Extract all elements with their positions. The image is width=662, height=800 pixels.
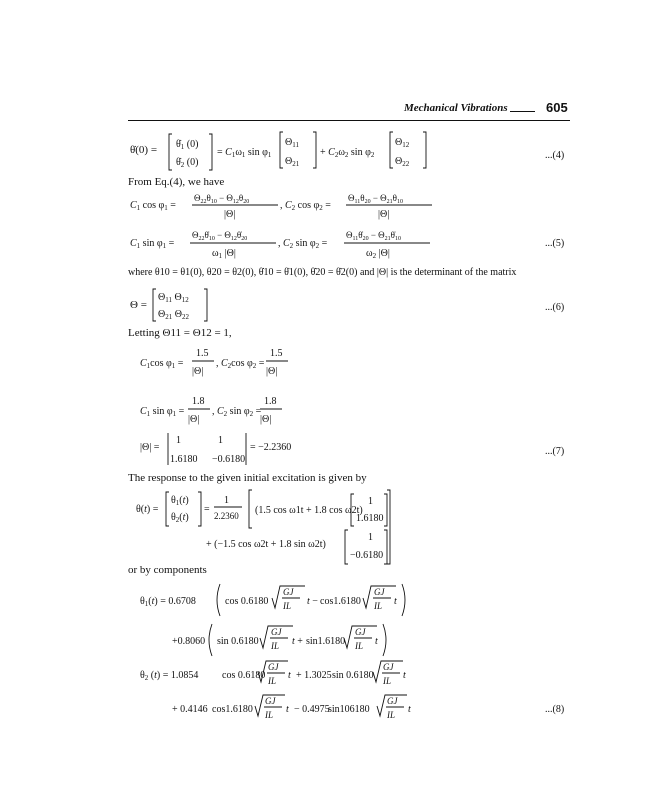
cos-values-equation xyxy=(140,344,340,384)
svg-text:+ 1.3025: + 1.3025 xyxy=(296,670,332,681)
svg-text:IL: IL xyxy=(271,641,280,651)
theta1-cos-b: cos1.6180 xyxy=(320,596,361,607)
svg-text:|Θ|: |Θ| xyxy=(266,366,278,377)
svg-text:IL: IL xyxy=(283,601,292,611)
theta1-line-1 xyxy=(140,580,460,624)
theta2-cos-a: cos 0.6180 xyxy=(222,670,266,681)
equation-number-7: ...(7) xyxy=(545,446,565,457)
svg-text:|Θ|: |Θ| xyxy=(224,209,236,220)
theta1-cos-a: cos 0.6180 xyxy=(225,596,269,607)
equation-number-8: ...(8) xyxy=(545,704,565,715)
det-a21: 1.6180 xyxy=(170,454,198,465)
svg-text:ω2 |Θ|: $\omega_2$ |Θ| xyxy=(366,248,390,260)
svg-text:Θ11 Θ12: $\Theta_{11}$ $\Theta_{12}$ xyxy=(158,292,189,304)
equation-5 xyxy=(128,190,548,270)
svg-text:t: t xyxy=(286,704,289,715)
svg-text:+0.8060: +0.8060 xyxy=(172,636,206,647)
svg-text:Θ =: Θ = xyxy=(130,299,147,311)
svg-text:Θ12: $\Theta_{12}$ xyxy=(395,137,410,149)
mode1-top: 1 xyxy=(368,496,373,507)
value-1-8-b: 1.8 xyxy=(264,396,277,407)
svg-text:GJ: GJ xyxy=(265,696,276,706)
svg-text:Θ22θ̇10 − Θ12θ̇20: $\Theta_{22}\thetȧ_{10}$ − $\Theta_{12}\thetȧ_{20}$ xyxy=(192,230,248,242)
header-rule xyxy=(128,120,570,121)
svg-text:Θ21: $\Theta_{21}$ xyxy=(285,156,300,168)
theta2-cos-b: cos1.6180 xyxy=(212,704,253,715)
mode2-top: 1 xyxy=(368,532,373,543)
svg-text:t +: t + xyxy=(292,636,303,647)
svg-text:= C1ω1 sin φ1: = $C_1\omega_1$ $\sin \varphi_1$ xyxy=(217,147,272,159)
svg-text:t: t xyxy=(288,670,291,681)
svg-text:, C2 sin φ2 =: , $C_2$ $\sin \varphi_2$ = xyxy=(278,238,328,250)
svg-text:θ2 (t) = 1.0854: $\theta_2$ (t) = 1.0854 xyxy=(140,670,199,682)
svg-text:GJ: GJ xyxy=(387,696,398,706)
det-a22: −0.6180 xyxy=(212,454,246,465)
svg-text:θ1(t) = 0.6708: $\theta_1(t) = 0.6708$ xyxy=(140,596,196,608)
svg-text:|Θ| =: |Θ| = xyxy=(140,442,160,453)
response-term-2: + (−1.5 cos ω2t + 1.8 sin ω2t) xyxy=(206,539,326,550)
header-dash xyxy=(510,111,535,112)
equation-4 xyxy=(128,126,548,176)
sin-values-equation xyxy=(140,392,340,432)
equation-6 xyxy=(128,286,248,326)
det-result: = −2.2360 xyxy=(250,442,292,453)
letting-text: Letting Θ11 = Θ12 = 1, xyxy=(128,327,232,339)
svg-text:ω1 |Θ|: $\omega_1$ |Θ| xyxy=(212,248,236,260)
svg-text:GJ: GJ xyxy=(283,587,294,597)
svg-text:IL: IL xyxy=(265,710,274,720)
svg-text:θ2(t): $\theta_2(t)$ xyxy=(171,512,189,524)
svg-text:− 0.4975: − 0.4975 xyxy=(294,704,330,715)
from-eq4-text: From Eq.(4), we have xyxy=(128,176,225,188)
svg-text:, C2 cos φ2 =: , $C_2$ $\cos \varphi_2$ = xyxy=(280,200,331,212)
response-numerator: 1 xyxy=(224,495,229,506)
svg-text:IL: IL xyxy=(355,641,364,651)
value-1-8-a: 1.8 xyxy=(192,396,205,407)
svg-text:θ̇(0) =: θ̇(0) = xyxy=(130,144,158,156)
svg-text:Θ11θ̇20 − Θ21θ̇10: $\Theta_{11}\thetȧ_{20}$ − $\Theta_{21}\thetȧ_{10}$ xyxy=(346,230,401,242)
svg-text:t: t xyxy=(375,636,378,647)
svg-text:Θ22: $\Theta_{22}$ xyxy=(395,156,410,168)
svg-text:Θ11θ20 − Θ21θ10: $\Theta_{11}\theta_{20} - \Theta_{21}\theta_{10}$ xyxy=(348,193,403,205)
svg-text:IL: IL xyxy=(268,676,277,686)
svg-text:GJ: GJ xyxy=(374,587,385,597)
equation-number-5: ...(5) xyxy=(545,238,565,249)
svg-text:C1 sin φ1 =: $C_1$ $\sin \varphi_1$ = xyxy=(130,238,175,250)
svg-text:C1 cos φ1 =: $C_1$ $\cos \varphi_1$ = xyxy=(130,200,176,212)
svg-text:t −: t − xyxy=(307,596,318,607)
det-a11: 1 xyxy=(176,435,181,446)
svg-text:t: t xyxy=(403,670,406,681)
svg-text:|Θ|: |Θ| xyxy=(260,414,272,425)
svg-text:C1 sin φ1 =: $C_1$ $\sin \varphi_1$ = xyxy=(140,406,185,418)
value-1-5-a: 1.5 xyxy=(196,348,209,359)
svg-text:=: = xyxy=(204,504,210,515)
svg-text:Θ11: $\Theta_{11}$ xyxy=(285,137,299,149)
where-text: where θ10 = θ1(0), θ20 = θ2(0), θ̇10 = θ̇1(0), θ̇20 = θ̇2(0) and |Θ| is the determinant of the matrix xyxy=(128,267,517,278)
svg-text:, C2cos φ2 =: , $C_2\cos$ $\varphi_2$ = xyxy=(216,358,265,370)
page-number: 605 xyxy=(546,100,568,115)
response-denominator: 2.2360 xyxy=(214,511,239,521)
svg-text:t: t xyxy=(394,596,397,607)
svg-text:IL: IL xyxy=(387,710,396,720)
svg-text:GJ: GJ xyxy=(268,662,279,672)
equation-number-4: ...(4) xyxy=(545,150,565,161)
theta2-sin-a: sin 0.6180 xyxy=(332,670,374,681)
components-text: or by components xyxy=(128,564,207,576)
response-term-1: (1.5 cos ω1t + 1.8 cos ω2t) xyxy=(255,505,363,516)
svg-text:C1cos φ1 =: $C_1\cos$ $\varphi_1$ = xyxy=(140,358,184,370)
mode1-bottom: 1.6180 xyxy=(356,513,384,524)
theta2-sin-b: sin106180 xyxy=(328,704,370,715)
theta1-sin-a: sin 0.6180 xyxy=(217,636,259,647)
svg-text:|Θ|: |Θ| xyxy=(188,414,200,425)
equation-number-6: ...(6) xyxy=(545,302,565,313)
svg-text:Θ22θ10 − Θ12θ20: $\Theta_{22}\theta_{10} - \Theta_{12}\theta_{20}$ xyxy=(194,193,250,205)
svg-text:, C2 sin φ2 =: , $C_2$ $\sin \varphi_2$ = xyxy=(212,406,262,418)
svg-text:GJ: GJ xyxy=(355,627,366,637)
svg-text:GJ: GJ xyxy=(383,662,394,672)
svg-text:+ C2ω2 sin φ2: + $C_2\omega_2$ $\sin \varphi_2$ xyxy=(320,147,375,159)
svg-text:|Θ|: |Θ| xyxy=(192,366,204,377)
theta2-line-2 xyxy=(172,692,492,732)
mode2-bottom: −0.6180 xyxy=(350,550,384,561)
response-text: The response to the given initial excitation is given by xyxy=(128,472,367,484)
response-equation xyxy=(136,488,436,568)
svg-text:|Θ|: |Θ| xyxy=(378,209,390,220)
det-a12: 1 xyxy=(218,435,223,446)
svg-text:θ(t) =: θ(t) = xyxy=(136,504,159,515)
theta1-sin-b: sin1.6180 xyxy=(306,636,346,647)
svg-text:+ 0.4146: + 0.4146 xyxy=(172,704,208,715)
svg-text:GJ: GJ xyxy=(271,627,282,637)
svg-text:IL: IL xyxy=(374,601,383,611)
svg-text:Θ21 Θ22: $\Theta_{21}$ $\Theta_{22}$ xyxy=(158,309,189,321)
running-title: Mechanical Vibrations xyxy=(404,102,508,114)
equation-7 xyxy=(140,430,360,470)
svg-text:θ̇1 (0): $\thetȧ_1$ (0) xyxy=(176,139,199,151)
value-1-5-b: 1.5 xyxy=(270,348,283,359)
svg-text:IL: IL xyxy=(383,676,392,686)
svg-text:θ1(t): $\theta_1(t)$ xyxy=(171,495,189,507)
svg-text:t: t xyxy=(408,704,411,715)
svg-text:θ̇2 (0): $\thetȧ_2$ (0) xyxy=(176,157,199,169)
